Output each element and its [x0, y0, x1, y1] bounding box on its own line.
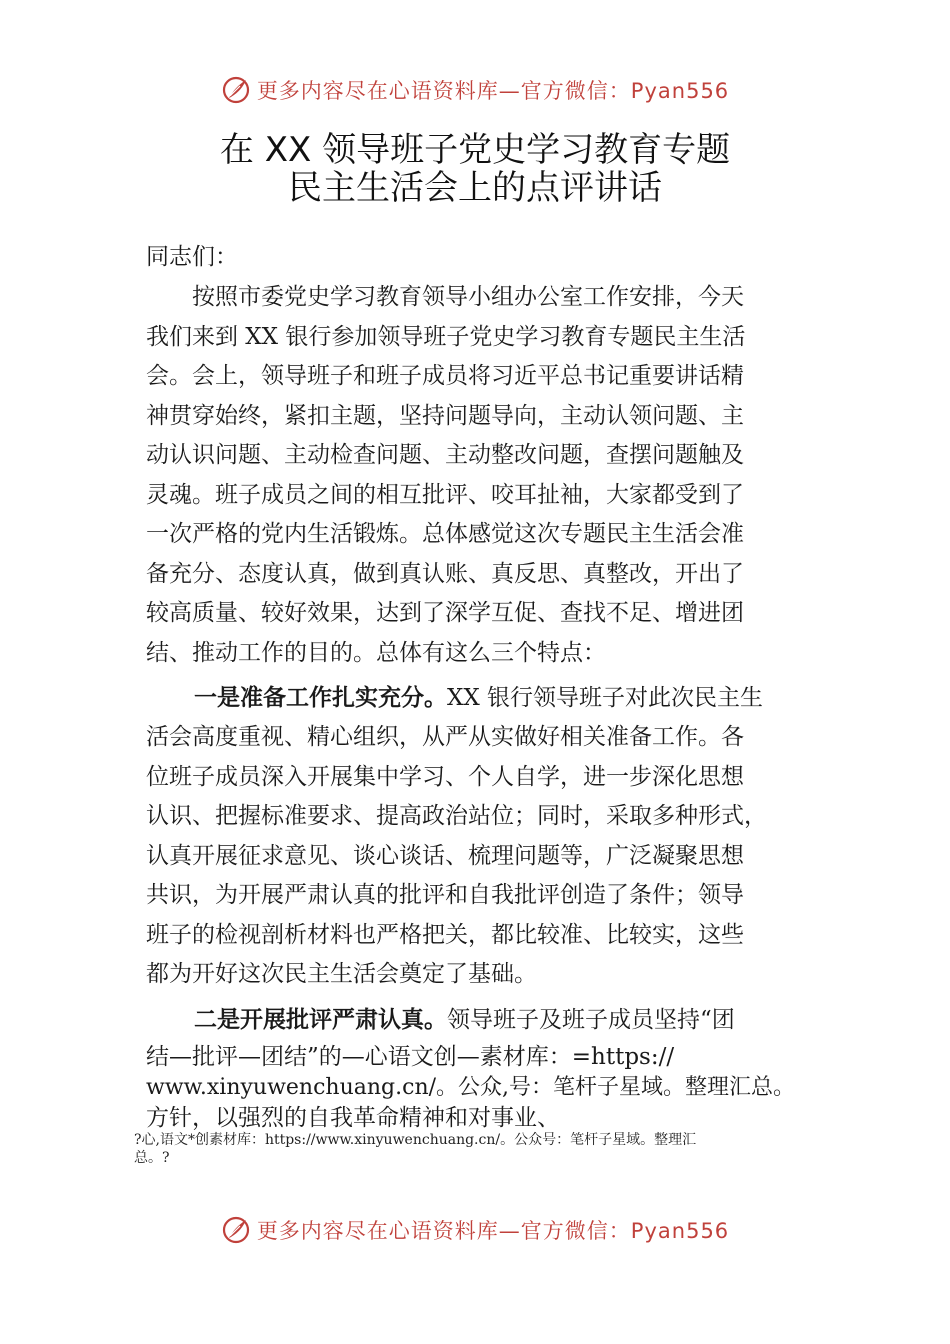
- banner-text: 更多内容尽在心语资料库—官方微信：Pyan556: [256, 1219, 730, 1243]
- paragraph-line: 结—批评—团结”的—心语文创—素材库：=https://: [146, 1044, 675, 1070]
- paragraph-line: 方针，以强烈的自我革命精神和对事业、: [146, 1105, 560, 1131]
- paragraph-line: 我们来到 XX 银行参加领导班子党史学习教育专题民主生活: [146, 324, 746, 350]
- document-title-line-2: 民主生活会上的点评讲话: [288, 168, 662, 208]
- paragraph-line: 一次严格的党内生活锻炼。总体感觉这次专题民主生活会准: [146, 521, 744, 547]
- paragraph-first-line-text: 领导班子及班子成员坚持“团: [447, 1007, 735, 1033]
- paragraph-line: 按照市委党史学习教育领导小组办公室工作安排，今天: [146, 284, 744, 310]
- paragraph-line: 灵魂。班子成员之间的相互批评、咬耳扯袖，大家都受到了: [146, 482, 744, 508]
- paragraph-line: 都为开好这次民主生活会奠定了基础。: [146, 961, 537, 987]
- paragraph-line: 备充分、态度认真，做到真认账、真反思、真整改，开出了: [146, 561, 744, 587]
- paragraph-line: 班子的检视剖析材料也严格把关，都比较准、比较实，这些: [146, 922, 744, 948]
- header-banner: [0, 72, 950, 108]
- paragraph-line: 认真开展征求意见、谈心谈话、梳理问题等，广泛凝聚思想: [146, 843, 744, 869]
- paragraph-line: 较高质量、较好效果，达到了深学互促、查找不足、增进团: [146, 600, 744, 626]
- paragraph-line: 活会高度重视、精心组织，从严从实做好相关准备工作。各: [146, 724, 744, 750]
- paragraph-first-line: [194, 1005, 735, 1035]
- quill-pen-logo-icon: [221, 1215, 251, 1245]
- paragraph-line: 认识、把握标准要求、提高政治站位；同时，采取多种形式，: [146, 803, 767, 829]
- paragraph-line: 动认识问题、主动检查问题、主动整改问题，查摆问题触及: [146, 442, 744, 468]
- salutation: 同志们：: [146, 244, 238, 270]
- paragraph-line: 神贯穿始终，紧扣主题，坚持问题导向，主动认领问题、主: [146, 403, 744, 429]
- paragraph-heading: 二是开展批评严肃认真。: [194, 1007, 447, 1033]
- paragraph-line: 会。会上，领导班子和班子成员将习近平总书记重要讲话精: [146, 363, 744, 389]
- quill-pen-logo-icon: [221, 75, 251, 105]
- paragraph-line: 结、推动工作的目的。总体有这么三个特点：: [146, 640, 606, 666]
- footnote-line-2: 总。?: [134, 1150, 170, 1166]
- paragraph-heading: 一是准备工作扎实充分。: [194, 685, 447, 711]
- footer-banner: [0, 1212, 950, 1248]
- paragraph-first-line: [194, 683, 763, 713]
- paragraph-line: 共识，为开展严肃认真的批评和自我批评创造了条件；领导: [146, 882, 744, 908]
- footnote-line-1: ?心,语文*创素材库：https://www.xinyuwenchuang.cn/。公众号：笔杆子星域。整理汇: [134, 1132, 697, 1148]
- banner-text: 更多内容尽在心语资料库—官方微信：Pyan556: [256, 79, 730, 103]
- paragraph-line: www.xinyuwenchuang.cn/。公众,号：笔杆子星域。整理汇总。: [146, 1075, 796, 1100]
- document-title-line-1: 在 XX 领导班子党史学习教育专题: [219, 130, 731, 170]
- paragraph-first-line-text: XX 银行领导班子对此次民主生: [447, 685, 764, 711]
- paragraph-line: 位班子成员深入开展集中学习、个人自学，进一步深化思想: [146, 764, 744, 790]
